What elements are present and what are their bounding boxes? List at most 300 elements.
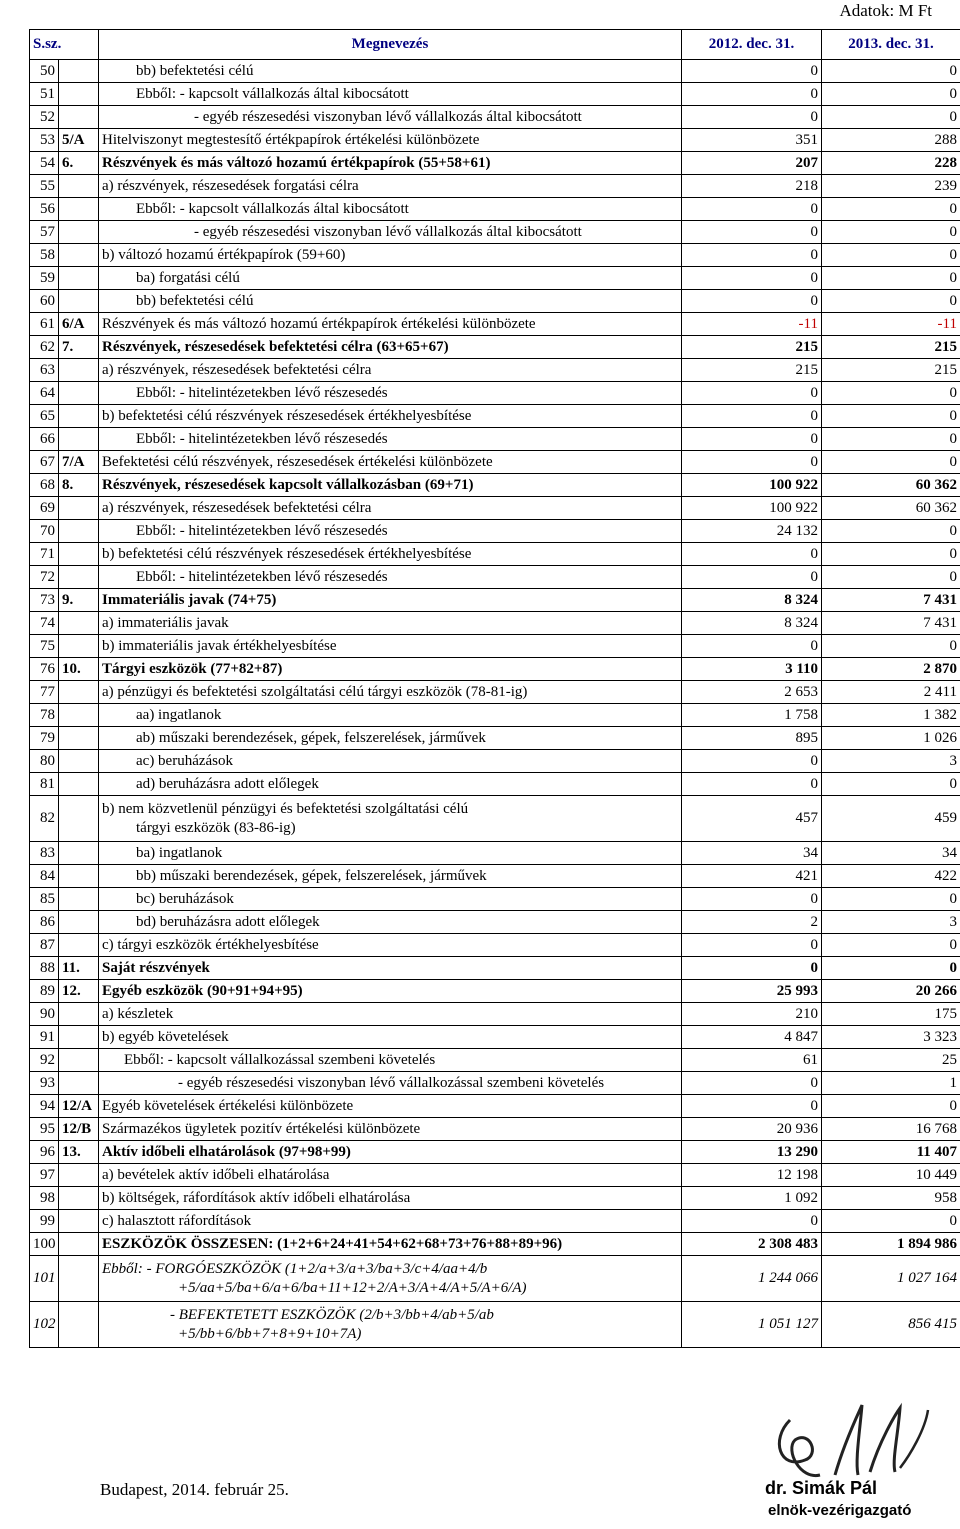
row-number: 92: [30, 1049, 59, 1072]
value-2012: 0: [682, 106, 822, 129]
row-number: 79: [30, 727, 59, 750]
value-2012: 0: [682, 198, 822, 221]
row-description-line: a) pénzügyi és befektetési szolgáltatási célú tárgyi eszközök (78-81-ig): [102, 684, 528, 700]
row-number: 55: [30, 175, 59, 198]
row-number: 93: [30, 1072, 59, 1095]
row-description-line: Ebből: - hitelintézetekben lévő részesedés: [136, 523, 388, 539]
table-row: [30, 796, 960, 842]
row-code: 12.: [59, 980, 99, 1003]
row-code: [59, 1187, 99, 1210]
table-body: [30, 60, 960, 1348]
row-number: 74: [30, 612, 59, 635]
value-2013: 1 894 986: [822, 1233, 960, 1256]
row-description-line: Ebből: - kapcsolt vállalkozás által kibocsátott: [136, 201, 409, 217]
table-row: [30, 980, 960, 1003]
value-2012: 218: [682, 175, 822, 198]
row-number: 63: [30, 359, 59, 382]
row-description-line: Részvények és más változó hozamú értékpapírok értékelési különbözete: [102, 316, 536, 332]
table-row: [30, 106, 960, 129]
table-row: [30, 267, 960, 290]
table-row: [30, 83, 960, 106]
value-2012: 2 653: [682, 681, 822, 704]
value-2013: 459: [822, 796, 960, 842]
row-number: 101: [30, 1256, 59, 1302]
row-description: [99, 1118, 682, 1141]
value-2012: 8 324: [682, 612, 822, 635]
table-row: [30, 451, 960, 474]
row-description-line: a) készletek: [102, 1006, 174, 1022]
row-description-line: - egyéb részesedési viszonyban lévő vállalkozás által kibocsátott: [194, 224, 582, 240]
table-row: [30, 543, 960, 566]
value-2012: 61: [682, 1049, 822, 1072]
value-2013: 958: [822, 1187, 960, 1210]
table-row: [30, 221, 960, 244]
row-description: [99, 359, 682, 382]
value-2012: 24 132: [682, 520, 822, 543]
value-2013: 0: [822, 428, 960, 451]
row-code: [59, 1233, 99, 1256]
row-description-line: ab) műszaki berendezések, gépek, felszerelések, járművek: [136, 730, 486, 746]
row-number: 88: [30, 957, 59, 980]
row-code: 13.: [59, 1141, 99, 1164]
row-description: [99, 382, 682, 405]
value-2012: 0: [682, 566, 822, 589]
table-row: [30, 152, 960, 175]
header-2013: 2013. dec. 31.: [822, 30, 960, 60]
row-description: [99, 290, 682, 313]
table-row: [30, 681, 960, 704]
row-description-line: b) befektetési célú részvények részesedések értékhelyesbítése: [102, 546, 472, 562]
row-description: [99, 497, 682, 520]
table-row: [30, 1302, 960, 1348]
table-row: [30, 1187, 960, 1210]
row-description-line: Aktív időbeli elhatárolások (97+98+99): [102, 1144, 351, 1160]
row-number: 53: [30, 129, 59, 152]
row-description: [99, 1003, 682, 1026]
row-description: [99, 589, 682, 612]
row-code: [59, 842, 99, 865]
row-description-line-2: +5/aa+5/ba+6/a+6/ba+11+12+2/A+3/A+4/A+5/A+6/A): [178, 1279, 527, 1296]
row-code: [59, 60, 99, 83]
row-code: 7.: [59, 336, 99, 359]
value-2012: 1 092: [682, 1187, 822, 1210]
row-description-line: bc) beruházások: [136, 891, 234, 907]
table-row: [30, 1003, 960, 1026]
row-code: [59, 497, 99, 520]
row-code: [59, 1164, 99, 1187]
row-description: [99, 1141, 682, 1164]
value-2013: 3: [822, 911, 960, 934]
table-row: [30, 750, 960, 773]
row-description: [99, 543, 682, 566]
table-row: [30, 520, 960, 543]
table-row: [30, 382, 960, 405]
row-description: [99, 888, 682, 911]
table-row: [30, 612, 960, 635]
row-code: [59, 520, 99, 543]
value-2013: 34: [822, 842, 960, 865]
value-2013: 239: [822, 175, 960, 198]
row-code: [59, 175, 99, 198]
row-code: [59, 106, 99, 129]
row-code: 10.: [59, 658, 99, 681]
value-2013: 60 362: [822, 474, 960, 497]
value-2013: 10 449: [822, 1164, 960, 1187]
row-description-line: Hitelviszonyt megtestesítő értékpapírok értékelési különbözete: [102, 132, 480, 148]
value-2013: 0: [822, 635, 960, 658]
value-2013: 0: [822, 520, 960, 543]
row-description-line: - egyéb részesedési viszonyban lévő vállalkozás által kibocsátott: [194, 109, 582, 125]
value-2012: 0: [682, 957, 822, 980]
row-description: [99, 152, 682, 175]
table-row: [30, 359, 960, 382]
row-number: 96: [30, 1141, 59, 1164]
row-description-line: Befektetési célú részvények, részesedések értékelési különbözete: [102, 454, 493, 470]
row-number: 102: [30, 1302, 59, 1348]
value-2012: 0: [682, 83, 822, 106]
row-number: 57: [30, 221, 59, 244]
row-code: 7/A: [59, 451, 99, 474]
row-description: [99, 244, 682, 267]
row-description-line: Ebből: - kapcsolt vállalkozással szembeni követelés: [124, 1052, 436, 1068]
value-2012: 351: [682, 129, 822, 152]
row-number: 80: [30, 750, 59, 773]
value-2013: 1 027 164: [822, 1256, 960, 1302]
row-description: [99, 957, 682, 980]
value-2012: 100 922: [682, 474, 822, 497]
row-number: 59: [30, 267, 59, 290]
table-row: [30, 405, 960, 428]
value-2012: 8 324: [682, 589, 822, 612]
value-2013: 228: [822, 152, 960, 175]
table-row: [30, 589, 960, 612]
value-2012: 0: [682, 382, 822, 405]
value-2012: 4 847: [682, 1026, 822, 1049]
value-2013: 0: [822, 1210, 960, 1233]
table-row: [30, 497, 960, 520]
row-description-line: b) változó hozamú értékpapírok (59+60): [102, 247, 346, 263]
row-number: 68: [30, 474, 59, 497]
row-description: [99, 635, 682, 658]
row-number: 90: [30, 1003, 59, 1026]
row-code: [59, 1026, 99, 1049]
table-row: [30, 175, 960, 198]
value-2012: 0: [682, 543, 822, 566]
header-ssz: S.sz.: [30, 30, 99, 60]
row-code: [59, 198, 99, 221]
value-2013: 0: [822, 934, 960, 957]
value-2012: -11: [682, 313, 822, 336]
value-2012: 2 308 483: [682, 1233, 822, 1256]
table-row: [30, 474, 960, 497]
table-row: [30, 1072, 960, 1095]
row-description: [99, 221, 682, 244]
row-number: 72: [30, 566, 59, 589]
value-2012: 13 290: [682, 1141, 822, 1164]
value-2012: 0: [682, 60, 822, 83]
row-description: [99, 313, 682, 336]
table-row: [30, 865, 960, 888]
row-description-line: Származékos ügyletek pozitív értékelési különbözete: [102, 1121, 421, 1137]
row-description-line: a) részvények, részesedések befektetési célra: [102, 500, 372, 516]
row-code: [59, 750, 99, 773]
value-2013: 0: [822, 405, 960, 428]
value-2013: 288: [822, 129, 960, 152]
row-number: 78: [30, 704, 59, 727]
row-description: [99, 175, 682, 198]
row-number: 54: [30, 152, 59, 175]
row-code: [59, 934, 99, 957]
row-number: 89: [30, 980, 59, 1003]
row-description: [99, 106, 682, 129]
row-description-line: bb) műszaki berendezések, gépek, felszerelések, járművek: [136, 868, 487, 884]
row-number: 50: [30, 60, 59, 83]
table-row: [30, 129, 960, 152]
row-description-line: Részvények, részesedések befektetési célra (63+65+67): [102, 339, 449, 355]
row-description-line: - egyéb részesedési viszonyban lévő vállalkozással szembeni követelés: [178, 1075, 605, 1091]
value-2012: 34: [682, 842, 822, 865]
row-number: 56: [30, 198, 59, 221]
value-2012: 0: [682, 934, 822, 957]
row-number: 87: [30, 934, 59, 957]
row-description-line: Részvények és más változó hozamú értékpapírok (55+58+61): [102, 155, 491, 171]
table-row: [30, 290, 960, 313]
row-description-line: ad) beruházásra adott előlegek: [136, 776, 319, 792]
row-description: [99, 1187, 682, 1210]
value-2012: 0: [682, 773, 822, 796]
row-code: 11.: [59, 957, 99, 980]
value-2012: 0: [682, 244, 822, 267]
row-description-line: a) részvények, részesedések forgatási célra: [102, 178, 359, 194]
row-description: [99, 773, 682, 796]
value-2012: 0: [682, 750, 822, 773]
row-description: [99, 83, 682, 106]
value-2013: 856 415: [822, 1302, 960, 1348]
row-code: [59, 1003, 99, 1026]
row-number: 91: [30, 1026, 59, 1049]
row-description-line: Saját részvények: [102, 960, 210, 976]
value-2012: 215: [682, 359, 822, 382]
row-number: 51: [30, 83, 59, 106]
value-2013: 0: [822, 221, 960, 244]
row-code: 9.: [59, 589, 99, 612]
row-code: 6/A: [59, 313, 99, 336]
row-description: [99, 566, 682, 589]
row-description-line: bd) beruházásra adott előlegek: [136, 914, 320, 930]
value-2013: 7 431: [822, 612, 960, 635]
row-code: [59, 1256, 99, 1302]
row-description: [99, 1026, 682, 1049]
value-2013: 422: [822, 865, 960, 888]
table-row: [30, 842, 960, 865]
row-description-line: c) halasztott ráfordítások: [102, 1213, 252, 1229]
table-row: [30, 1049, 960, 1072]
value-2013: 0: [822, 543, 960, 566]
row-number: 66: [30, 428, 59, 451]
units-label: Adatok: M Ft: [839, 1, 932, 20]
value-2012: 20 936: [682, 1118, 822, 1141]
row-description: [99, 911, 682, 934]
row-number: 99: [30, 1210, 59, 1233]
value-2012: 0: [682, 1095, 822, 1118]
row-description: [99, 520, 682, 543]
value-2013: 0: [822, 382, 960, 405]
row-description-line: a) részvények, részesedések befektetési célra: [102, 362, 372, 378]
row-number: 82: [30, 796, 59, 842]
row-description: [99, 934, 682, 957]
row-description-line: Ebből: - hitelintézetekben lévő részesedés: [136, 385, 388, 401]
row-description: [99, 980, 682, 1003]
row-code: 12/B: [59, 1118, 99, 1141]
table-row: [30, 313, 960, 336]
value-2012: 0: [682, 428, 822, 451]
row-code: [59, 1210, 99, 1233]
table-row: [30, 1256, 960, 1302]
row-code: [59, 635, 99, 658]
row-description-line: ba) ingatlanok: [136, 845, 223, 861]
value-2013: 25: [822, 1049, 960, 1072]
row-description: [99, 1233, 682, 1256]
value-2012: 1 051 127: [682, 1302, 822, 1348]
table-row: [30, 1164, 960, 1187]
row-number: 100: [30, 1233, 59, 1256]
row-description: [99, 1095, 682, 1118]
row-description-line-2: tárgyi eszközök (83-86-ig): [136, 819, 296, 836]
table-row: [30, 1095, 960, 1118]
row-code: [59, 405, 99, 428]
table-row: [30, 773, 960, 796]
value-2013: 1: [822, 1072, 960, 1095]
value-2012: 457: [682, 796, 822, 842]
row-description-line: Ebből: - kapcsolt vállalkozás által kibocsátott: [136, 86, 409, 102]
row-description: [99, 842, 682, 865]
row-description: [99, 681, 682, 704]
table-row: [30, 1026, 960, 1049]
value-2013: -11: [822, 313, 960, 336]
row-number: 60: [30, 290, 59, 313]
row-code: [59, 704, 99, 727]
value-2012: 0: [682, 1072, 822, 1095]
row-description: [99, 1302, 682, 1348]
table-row: [30, 957, 960, 980]
value-2012: 0: [682, 451, 822, 474]
row-code: [59, 267, 99, 290]
row-code: [59, 359, 99, 382]
row-code: [59, 888, 99, 911]
table-row: [30, 336, 960, 359]
value-2013: 0: [822, 60, 960, 83]
value-2013: 1 026: [822, 727, 960, 750]
row-number: 76: [30, 658, 59, 681]
value-2012: 207: [682, 152, 822, 175]
row-description-line: Ebből: - hitelintézetekben lévő részesedés: [136, 569, 388, 585]
row-description: [99, 1256, 682, 1302]
row-description: [99, 336, 682, 359]
row-code: 12/A: [59, 1095, 99, 1118]
row-description: [99, 198, 682, 221]
row-number: 70: [30, 520, 59, 543]
row-description-line: Immateriális javak (74+75): [102, 592, 277, 608]
row-number: 94: [30, 1095, 59, 1118]
row-code: 8.: [59, 474, 99, 497]
row-code: [59, 382, 99, 405]
row-description: [99, 405, 682, 428]
row-description: [99, 704, 682, 727]
row-number: 64: [30, 382, 59, 405]
value-2013: 2 411: [822, 681, 960, 704]
row-code: [59, 566, 99, 589]
row-number: 81: [30, 773, 59, 796]
value-2013: 3 323: [822, 1026, 960, 1049]
row-code: [59, 727, 99, 750]
value-2013: 20 266: [822, 980, 960, 1003]
table-row: [30, 888, 960, 911]
value-2013: 0: [822, 83, 960, 106]
row-code: [59, 244, 99, 267]
row-description-line: b) nem közvetlenül pénzügyi és befektetési szolgáltatási célú: [102, 800, 469, 817]
value-2012: 25 993: [682, 980, 822, 1003]
value-2013: 7 431: [822, 589, 960, 612]
row-code: [59, 911, 99, 934]
row-description: [99, 727, 682, 750]
row-code: [59, 681, 99, 704]
row-number: 65: [30, 405, 59, 428]
row-description-line: ba) forgatási célú: [136, 270, 240, 286]
row-description: [99, 129, 682, 152]
footer-date: Budapest, 2014. február 25.: [100, 1480, 289, 1499]
row-description-line: - BEFEKTETETT ESZKÖZÖK (2/b+3/bb+4/ab+5/ab: [170, 1306, 494, 1323]
row-description: [99, 1210, 682, 1233]
row-description: [99, 60, 682, 83]
row-number: 73: [30, 589, 59, 612]
value-2012: 0: [682, 888, 822, 911]
row-description: [99, 612, 682, 635]
row-code: 5/A: [59, 129, 99, 152]
row-number: 71: [30, 543, 59, 566]
value-2012: 1 244 066: [682, 1256, 822, 1302]
table-row: [30, 60, 960, 83]
row-number: 75: [30, 635, 59, 658]
row-description: [99, 750, 682, 773]
row-code: [59, 612, 99, 635]
row-description: [99, 1049, 682, 1072]
value-2012: 210: [682, 1003, 822, 1026]
row-code: [59, 1049, 99, 1072]
row-description-line: Egyéb eszközök (90+91+94+95): [102, 983, 303, 999]
value-2013: 11 407: [822, 1141, 960, 1164]
row-description-line: Ebből: - hitelintézetekben lévő részesedés: [136, 431, 388, 447]
row-description-line: c) tárgyi eszközök értékhelyesbítése: [102, 937, 319, 953]
row-code: [59, 428, 99, 451]
row-description: [99, 451, 682, 474]
row-description-line: Egyéb követelések értékelési különbözete: [102, 1098, 354, 1114]
row-number: 58: [30, 244, 59, 267]
row-description: [99, 1164, 682, 1187]
row-description-line: bb) befektetési célú: [136, 63, 254, 79]
value-2013: 0: [822, 773, 960, 796]
table-row: [30, 911, 960, 934]
value-2012: 3 110: [682, 658, 822, 681]
table-row: [30, 1210, 960, 1233]
row-description: [99, 796, 682, 842]
value-2013: 0: [822, 957, 960, 980]
row-number: 83: [30, 842, 59, 865]
value-2013: 175: [822, 1003, 960, 1026]
value-2013: 0: [822, 566, 960, 589]
row-description: [99, 865, 682, 888]
value-2012: 100 922: [682, 497, 822, 520]
value-2013: 0: [822, 244, 960, 267]
